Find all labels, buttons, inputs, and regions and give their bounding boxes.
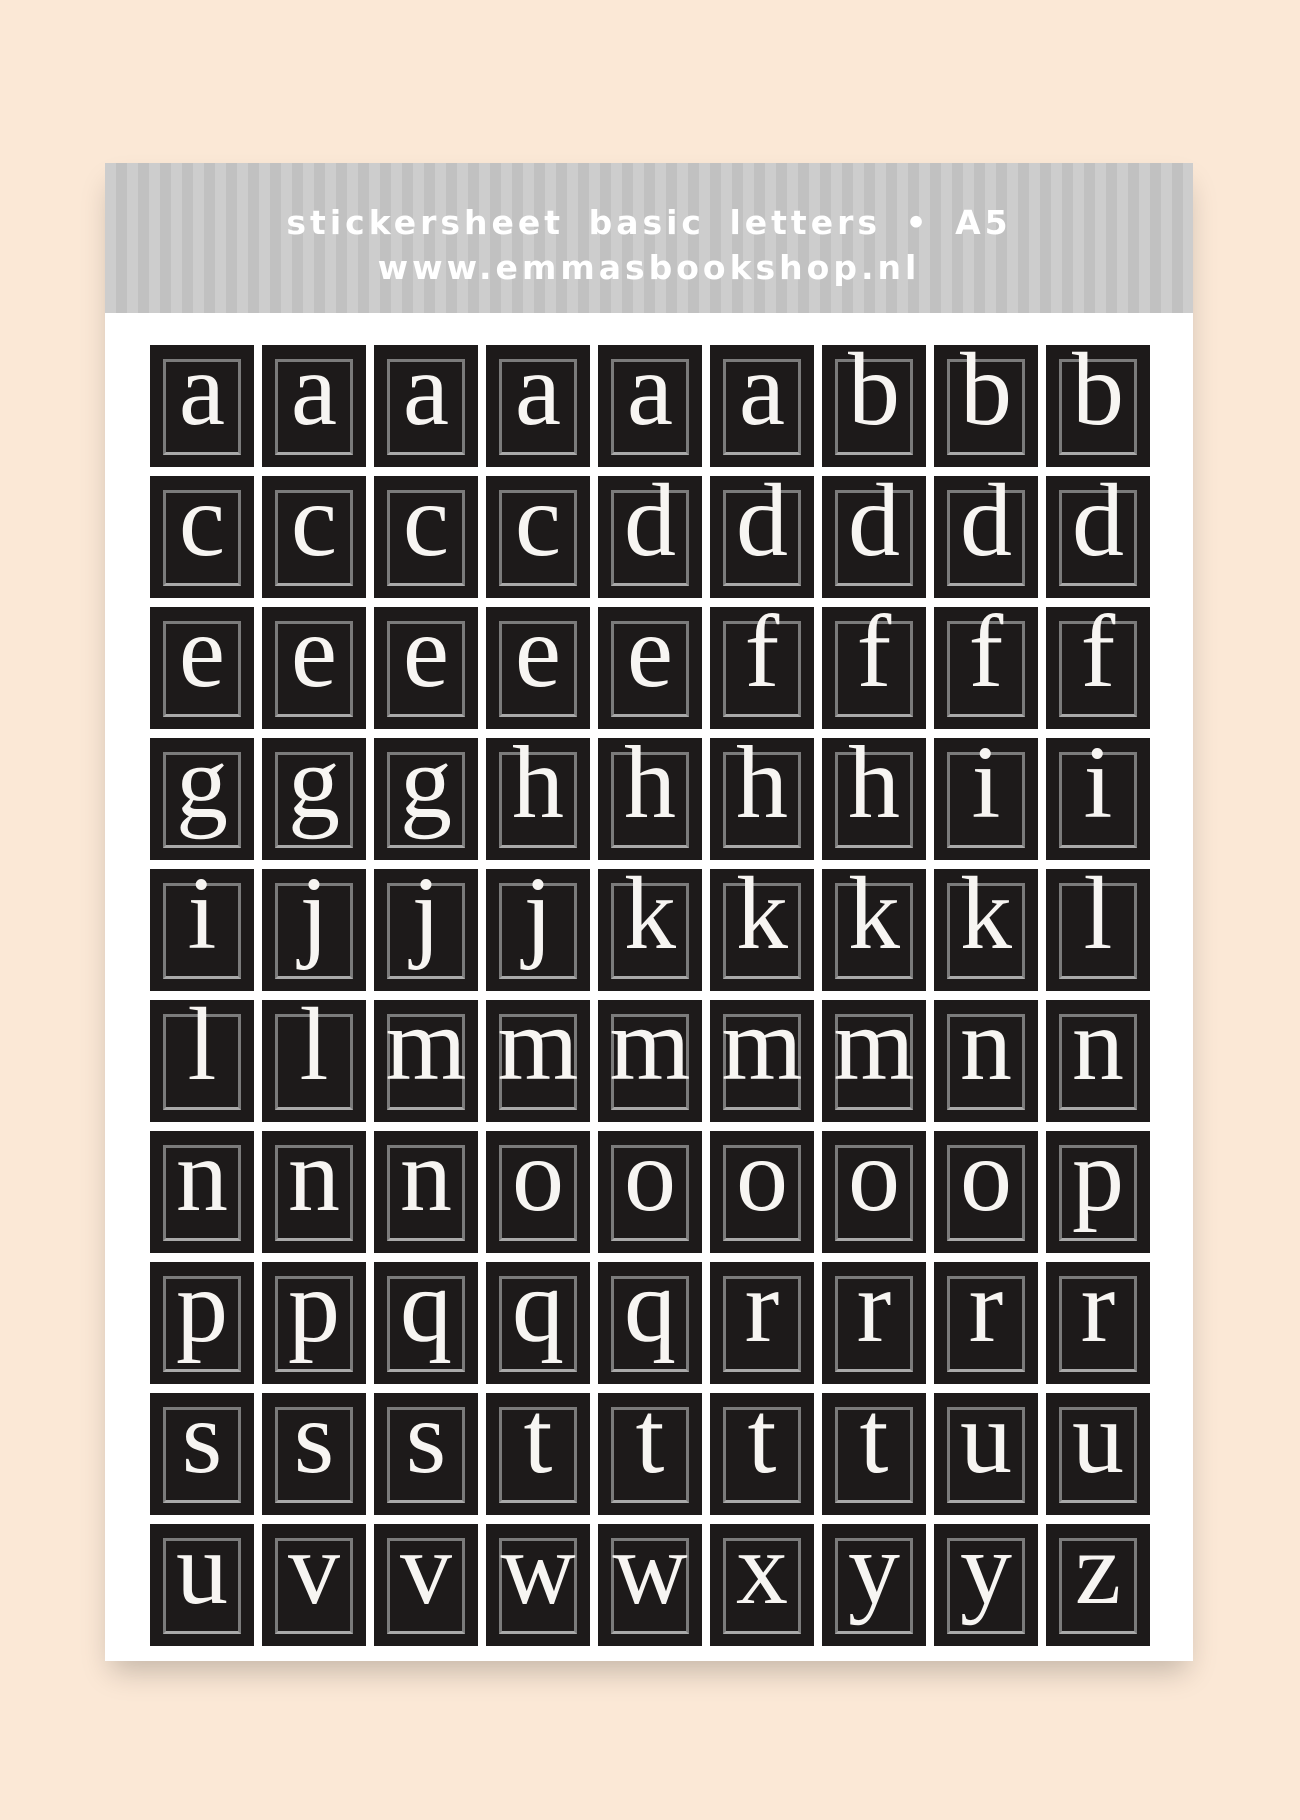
letter-sticker [710,345,814,467]
letter-sticker [598,607,702,729]
sticker-letter: u [176,1524,228,1626]
sticker-letter: q [624,1262,676,1364]
letter-sticker [374,345,478,467]
sticker-letter: b [848,345,900,447]
sticker-letter: n [960,1000,1012,1102]
sticker-letter: g [176,738,228,840]
sticker-letter: w [612,1524,688,1626]
letter-sticker [934,1131,1038,1253]
sticker-letter: r [744,1262,780,1364]
letter-sticker [150,869,254,991]
sticker-letter: o [512,1131,564,1233]
sticker-letter: p [1072,1131,1124,1233]
sticker-letter: s [293,1393,335,1495]
letter-sticker [374,476,478,598]
sticker-letter: n [176,1131,228,1233]
sticker-letter: n [1072,1000,1124,1102]
sticker-letter: a [402,345,450,447]
sticker-letter: r [968,1262,1004,1364]
letter-sticker [486,1000,590,1122]
letter-sticker [822,476,926,598]
letter-sticker [150,1000,254,1122]
letter-sticker [710,1262,814,1384]
sticker-letter: c [514,476,562,578]
letter-sticker [262,738,366,860]
sticker-letter: n [288,1131,340,1233]
letter-sticker [598,869,702,991]
letter-sticker [710,607,814,729]
sticker-letter: q [512,1262,564,1364]
letter-sticker [486,1131,590,1253]
letter-sticker [486,1262,590,1384]
sticker-letter: y [848,1524,900,1626]
letter-sticker [486,869,590,991]
letter-sticker [822,345,926,467]
sticker-letter: d [1072,476,1124,578]
letter-sticker [934,1000,1038,1122]
letter-sticker [598,476,702,598]
letter-sticker [934,1393,1038,1515]
letter-sticker [822,1000,926,1122]
sticker-letter: t [635,1393,665,1495]
sticker-letter: e [178,607,226,709]
letter-sticker [1046,1000,1150,1122]
sticker-letter: f [968,607,1004,709]
letter-sticker [374,1000,478,1122]
letter-sticker [1046,738,1150,860]
sticker-letter: m [385,1000,467,1102]
letter-sticker [1046,476,1150,598]
sticker-letter: o [848,1131,900,1233]
sticker-letter: u [960,1393,1012,1495]
sticker-letter: e [402,607,450,709]
letter-sticker [934,345,1038,467]
letter-sticker [934,607,1038,729]
letter-sticker [374,738,478,860]
letter-sticker [822,1262,926,1384]
letter-sticker [150,476,254,598]
sticker-letter: b [1072,345,1124,447]
letter-sticker [150,1131,254,1253]
letter-sticker [262,869,366,991]
sticker-letter: l [299,1000,329,1102]
sticker-letter: m [833,1000,915,1102]
sticker-letter: a [290,345,338,447]
letter-sticker [598,1262,702,1384]
letter-sticker [710,476,814,598]
sticker-letter: p [288,1262,340,1364]
sticker-letter: f [856,607,892,709]
banner-url: www.emmasbookshop.nl [377,248,921,287]
letter-sticker [822,869,926,991]
sticker-letter: o [624,1131,676,1233]
letter-sticker [1046,345,1150,467]
letter-sticker [934,1524,1038,1646]
sticker-letter: d [848,476,900,578]
sticker-letter: d [960,476,1012,578]
sticker-letter: h [736,738,788,840]
sticker-letter: s [405,1393,447,1495]
letter-sticker [934,738,1038,860]
sticker-letter: y [960,1524,1012,1626]
sticker-letter: e [514,607,562,709]
sticker-letter: e [290,607,338,709]
sticker-letter: t [523,1393,553,1495]
sticker-letter: a [178,345,226,447]
letter-sticker [598,1393,702,1515]
letter-sticker [374,1131,478,1253]
letter-sticker [374,1262,478,1384]
sticker-letter: a [514,345,562,447]
letter-sticker [934,1262,1038,1384]
letter-sticker [262,607,366,729]
sticker-letter: l [187,1000,217,1102]
letter-sticker [150,1524,254,1646]
sticker-letter: h [848,738,900,840]
letter-sticker [486,476,590,598]
letter-sticker [710,1393,814,1515]
letter-sticker [374,1524,478,1646]
sticker-letter: r [856,1262,892,1364]
sticker-letter: o [736,1131,788,1233]
sticker-letter: c [178,476,226,578]
letter-sticker [822,607,926,729]
sticker-letter: h [512,738,564,840]
letter-sticker [486,345,590,467]
sticker-letter: t [747,1393,777,1495]
letter-sticker [486,1524,590,1646]
sticker-letter: m [721,1000,803,1102]
letter-sticker [598,1131,702,1253]
letter-sticker [710,738,814,860]
letter-sticker [822,1524,926,1646]
sticker-letter: j [523,869,553,971]
sticker-letter: c [290,476,338,578]
sticker-letter: h [624,738,676,840]
letter-sticker [934,476,1038,598]
letter-sticker [262,1000,366,1122]
letter-sticker [486,738,590,860]
sticker-letter: z [1074,1524,1122,1626]
sticker-letter: q [400,1262,452,1364]
sticker-letter: i [1083,738,1113,840]
sticker-letter: s [181,1393,223,1495]
letter-sticker [822,738,926,860]
sticker-letter: f [744,607,780,709]
sticker-letter: r [1080,1262,1116,1364]
sticker-letter: m [609,1000,691,1102]
letter-sticker [710,869,814,991]
letter-sticker [486,607,590,729]
letter-sticker [598,345,702,467]
sticker-letter: p [176,1262,228,1364]
letter-sticker [822,1131,926,1253]
sticker-letter: g [400,738,452,840]
letter-sticker [262,1262,366,1384]
letter-sticker [150,607,254,729]
sticker-letter: k [960,869,1012,971]
letter-sticker [710,1131,814,1253]
letter-sticker [150,1262,254,1384]
sticker-letter: f [1080,607,1116,709]
letter-sticker [374,869,478,991]
sticker-letter: b [960,345,1012,447]
sticker-letter: w [500,1524,576,1626]
letter-sticker [1046,869,1150,991]
sticker-letter: k [736,869,788,971]
letter-sticker [262,1131,366,1253]
letter-sticker [1046,1524,1150,1646]
sticker-sheet [105,163,1193,1661]
sticker-letter: l [1083,869,1113,971]
letter-sticker [150,345,254,467]
sticker-letter: k [848,869,900,971]
banner [105,163,1193,313]
sticker-letter: m [497,1000,579,1102]
banner-title: stickersheet basic letters • A5 [286,203,1012,242]
letter-sticker [710,1524,814,1646]
sticker-letter: e [626,607,674,709]
sticker-letter: g [288,738,340,840]
sticker-grid [150,345,1150,1646]
letter-sticker [598,1000,702,1122]
letter-sticker [598,1524,702,1646]
sticker-letter: v [288,1524,340,1626]
letter-sticker [374,1393,478,1515]
sticker-letter: c [402,476,450,578]
letter-sticker [262,1393,366,1515]
sticker-letter: i [971,738,1001,840]
letter-sticker [262,1524,366,1646]
letter-sticker [262,345,366,467]
sticker-letter: u [1072,1393,1124,1495]
sticker-letter: a [626,345,674,447]
sticker-letter: i [187,869,217,971]
sticker-letter: x [736,1524,788,1626]
letter-sticker [262,476,366,598]
letter-sticker [822,1393,926,1515]
sticker-letter: d [736,476,788,578]
sticker-letter: a [738,345,786,447]
letter-sticker [150,738,254,860]
sticker-letter: j [299,869,329,971]
sticker-letter: o [960,1131,1012,1233]
letter-sticker [486,1393,590,1515]
sticker-letter: k [624,869,676,971]
sticker-letter: j [411,869,441,971]
letter-sticker [598,738,702,860]
letter-sticker [1046,1131,1150,1253]
letter-sticker [1046,1393,1150,1515]
letter-sticker [150,1393,254,1515]
letter-sticker [710,1000,814,1122]
letter-sticker [374,607,478,729]
sticker-letter: v [400,1524,452,1626]
sticker-letter: d [624,476,676,578]
letter-sticker [934,869,1038,991]
sticker-letter: n [400,1131,452,1233]
letter-sticker [1046,607,1150,729]
sticker-letter: t [859,1393,889,1495]
letter-sticker [1046,1262,1150,1384]
